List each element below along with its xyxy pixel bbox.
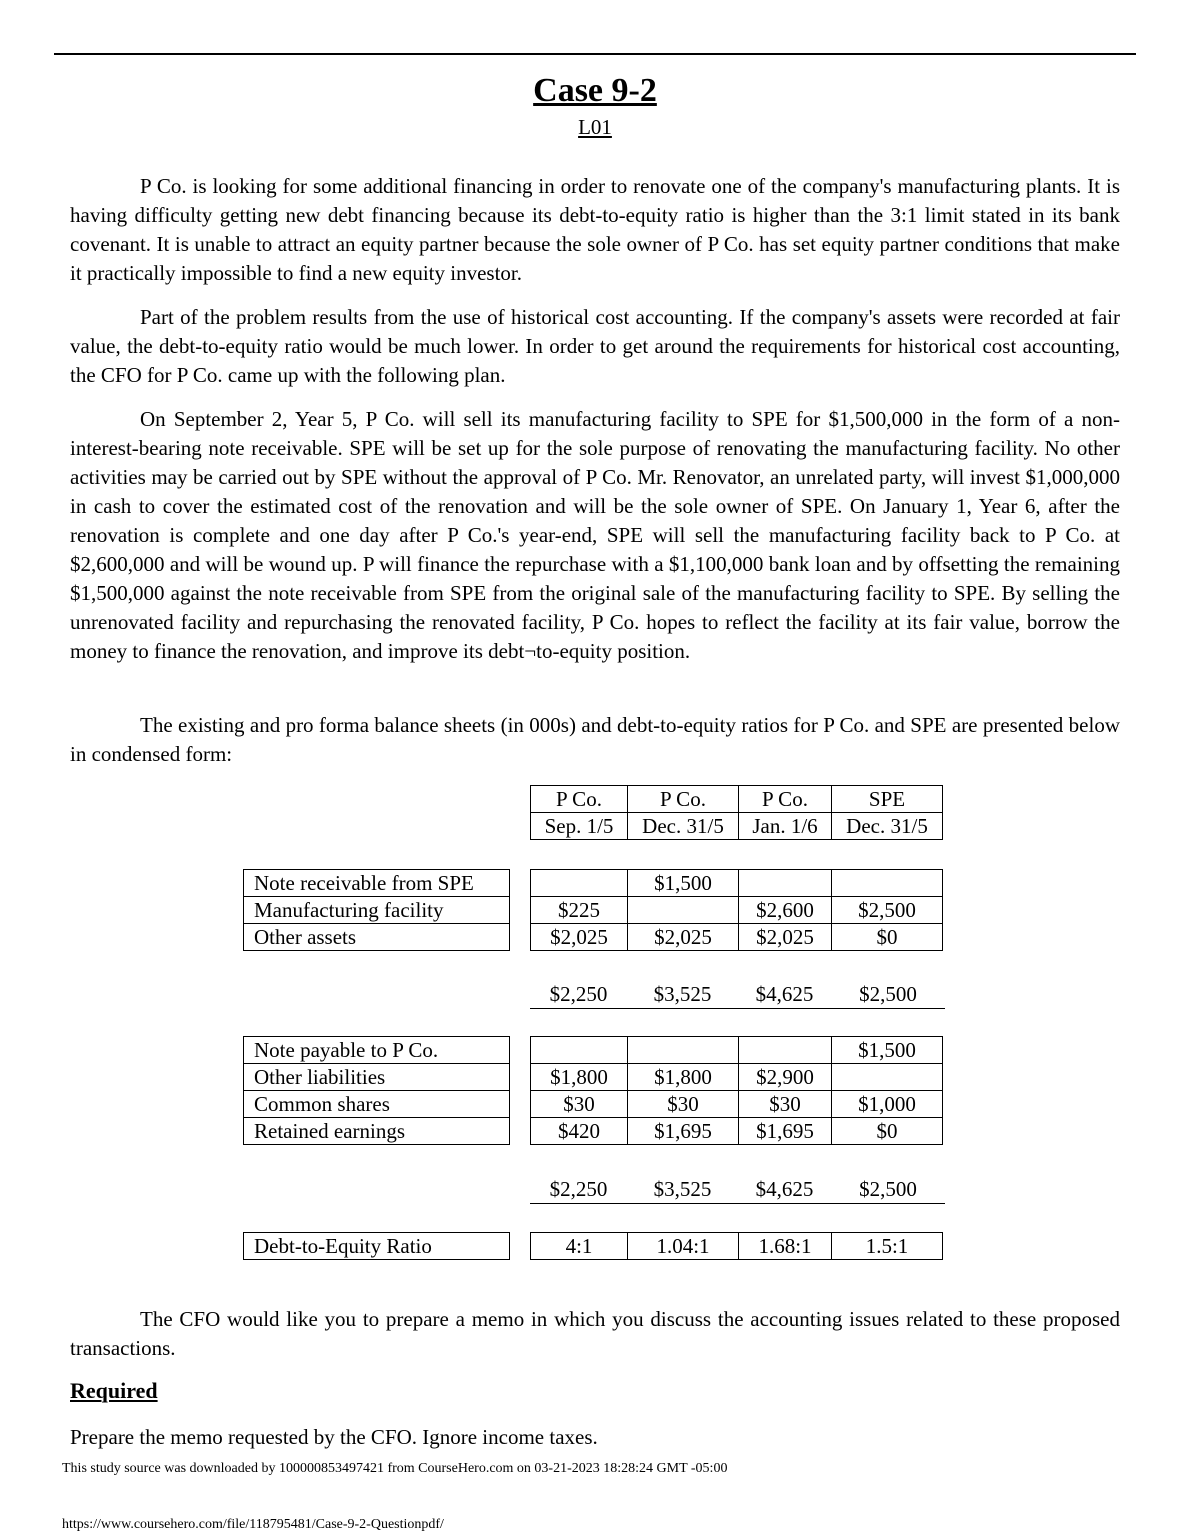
header-cell: P Co.: [628, 786, 739, 813]
value-cell: $1,800: [628, 1064, 739, 1091]
value-cell: $420: [531, 1118, 628, 1145]
value-cell: $2,025: [628, 924, 739, 951]
total-cell: $3,525: [653, 1177, 712, 1201]
row-label: Note payable to P Co.: [244, 1037, 510, 1064]
value-cell: $30: [531, 1091, 628, 1118]
paragraph-problem: Part of the problem results from the use of historical cost accounting. If the company's assets were recorded at fair value, the debt-to-equity ratio would be much lower. In order to get around the requirements for historical cost accounting, the CFO for P Co. came up with the following plan.: [70, 305, 1120, 387]
paragraph-balance-sheet-intro: The existing and pro forma balance sheets (in 000s) and debt-to-equity ratios for P Co. and SPE are presented below in condensed form:: [70, 713, 1120, 766]
header-cell: P Co.: [531, 786, 628, 813]
value-cell: $0: [832, 1118, 943, 1145]
page-title: Case 9-2: [533, 72, 657, 109]
row-label: Manufacturing facility: [244, 897, 510, 924]
total-cell: $2,500: [859, 982, 917, 1006]
value-cell: $30: [739, 1091, 832, 1118]
value-cell: [832, 870, 943, 897]
value-cell: $0: [832, 924, 943, 951]
row-label: Debt-to-Equity Ratio: [244, 1233, 510, 1260]
paragraph-plan: On September 2, Year 5, P Co. will sell its manufacturing facility to SPE for $1,500,000 in the form of a non-interest-bearing note receivable. SPE will be set up for the sole purpose of renovating the manufacturing facility. No other activities may be carried out by SPE without the approval of P Co. Mr. Renovator, an unrelated party, will invest $1,000,000 in cash to cover the estimated cost of the renovation and will be the sole owner of SPE. On January 1, Year 6, after the renovation is complete and one day after P Co.'s year-end, SPE will sell the manufacturing facility back to P Co. at $2,600,000 and will be wound up. P will finance the repurchase with a $1,100,000 bank loan and by offsetting the remaining $1,500,000 against the note receivable from SPE from the original sale of the manufacturing facility to SPE. By selling the unrenovated facility and repurchasing the renovated facility, P Co. hopes to reflect the facility at its fair value, borrow the money to finance the renovation, and improve its debt¬to-equity position.: [70, 407, 1120, 663]
liabilities-labels: [243, 1036, 510, 1145]
value-cell: [531, 870, 628, 897]
column-headers: [530, 785, 943, 840]
total-cell: $2,250: [549, 982, 608, 1006]
total-cell: $2,500: [859, 1177, 917, 1201]
value-cell: $1,695: [628, 1118, 739, 1145]
row-label: Common shares: [244, 1091, 510, 1118]
top-rule: [54, 53, 1136, 55]
header-cell: SPE: [832, 786, 943, 813]
download-notice: This study source was downloaded by 100000853497421 from CourseHero.com on 03-21-2023 18:28:24 GMT -05:00: [62, 1461, 728, 1476]
ratio-cell: 1.04:1: [628, 1233, 739, 1260]
header-cell: Dec. 31/5: [628, 813, 739, 840]
paragraph-required: Prepare the memo requested by the CFO. Ignore income taxes.: [70, 1425, 598, 1449]
required-heading: Required: [70, 1378, 158, 1403]
total-cell: $4,625: [755, 1177, 814, 1201]
total-cell: $3,525: [653, 982, 712, 1006]
value-cell: [628, 1037, 739, 1064]
header-cell: P Co.: [739, 786, 832, 813]
row-label: Other liabilities: [244, 1064, 510, 1091]
liabilities-total-row: [530, 1175, 945, 1204]
learning-objective: L01: [578, 115, 612, 139]
row-label: Other assets: [244, 924, 510, 951]
total-cell: $2,250: [549, 1177, 608, 1201]
row-label: Note receivable from SPE: [244, 870, 510, 897]
value-cell: $1,000: [832, 1091, 943, 1118]
value-cell: [739, 1037, 832, 1064]
value-cell: $2,500: [832, 897, 943, 924]
value-cell: $2,025: [531, 924, 628, 951]
value-cell: [739, 870, 832, 897]
value-cell: $1,500: [628, 870, 739, 897]
value-cell: $2,900: [739, 1064, 832, 1091]
value-cell: $1,500: [832, 1037, 943, 1064]
value-cell: $2,600: [739, 897, 832, 924]
value-cell: $1,695: [739, 1118, 832, 1145]
total-cell: $4,625: [755, 982, 814, 1006]
paragraph-intro: P Co. is looking for some additional financing in order to renovate one of the company's manufacturing plants. It is having difficulty getting new debt financing because its debt-to-equity ratio is higher than the 3:1 limit stated in its bank covenant. It is unable to attract an equity partner because the sole owner of P Co. has set equity partner conditions that make it practically impossible to find a new equity investor.: [70, 174, 1120, 285]
source-url: https://www.coursehero.com/file/118795481/Case-9-2-Questionpdf/: [62, 1517, 444, 1532]
header-cell: Sep. 1/5: [531, 813, 628, 840]
value-cell: [628, 897, 739, 924]
value-cell: $30: [628, 1091, 739, 1118]
ratio-label-box: [243, 1232, 510, 1260]
ratio-cell: 1.68:1: [739, 1233, 832, 1260]
value-cell: [832, 1064, 943, 1091]
ratio-cell: 1.5:1: [832, 1233, 943, 1260]
assets-total-row: [530, 980, 945, 1009]
ratio-values: [530, 1232, 943, 1260]
value-cell: $1,800: [531, 1064, 628, 1091]
assets-labels: [243, 869, 510, 951]
value-cell: $2,025: [739, 924, 832, 951]
ratio-cell: 4:1: [531, 1233, 628, 1260]
value-cell: $225: [531, 897, 628, 924]
header-cell: Jan. 1/6: [739, 813, 832, 840]
value-cell: [531, 1037, 628, 1064]
assets-values: [530, 869, 943, 951]
row-label: Retained earnings: [244, 1118, 510, 1145]
header-cell: Dec. 31/5: [832, 813, 943, 840]
paragraph-cfo-request: The CFO would like you to prepare a memo in which you discuss the accounting issues related to these proposed transactions.: [70, 1307, 1120, 1360]
liabilities-values: [530, 1036, 943, 1145]
